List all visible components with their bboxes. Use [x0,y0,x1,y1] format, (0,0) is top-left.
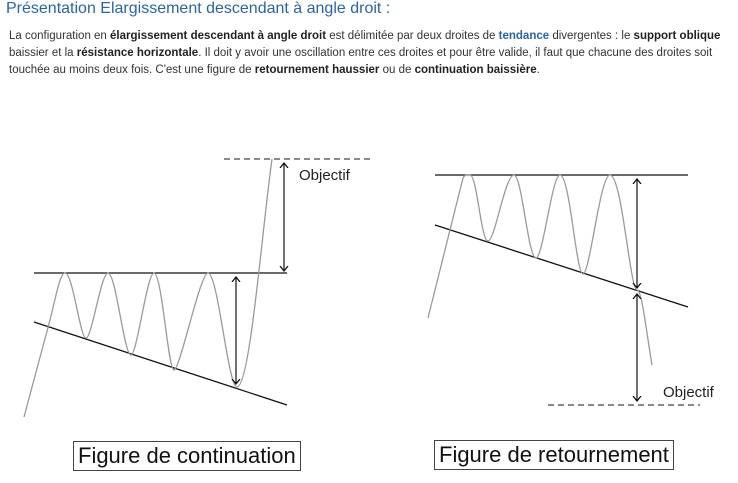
objective-label: Objectif [663,384,714,401]
price-curve [24,159,272,417]
objective-label: Objectif [299,167,350,184]
bold-term: retournement haussier [254,64,380,76]
page-title: Présentation Elargissement descendant à angle droit : [6,0,391,17]
text-segment: ou de [379,64,415,76]
text-segment: La configuration en [9,30,111,42]
text-segment: est délimitée par deux droites de [326,30,499,42]
reversal-diagram [428,175,715,405]
support-line [34,322,287,405]
text-segment: . Il doit y avoir une oscillation entre ces droites et pour être valide, il faut que chacune des droites soit touchée au moins deux fois. C'est une figure de [9,47,713,76]
continuation-caption: Figure de continuation [73,441,301,471]
support-line [435,225,688,307]
price-curve [428,175,652,365]
bold-term: élargissement descendant à angle droit [110,30,327,42]
text-segment: divergentes : le [549,30,634,42]
tendance-link[interactable]: tendance [498,30,550,42]
text-segment: baissier et la [9,47,77,59]
text-segment: . [536,64,540,76]
bold-term: continuation baissière [414,64,537,76]
continuation-diagram [24,159,372,417]
bold-term: résistance horizontale [76,47,199,59]
bold-term: support oblique [633,30,721,42]
reversal-caption: Figure de retournement [434,440,674,470]
